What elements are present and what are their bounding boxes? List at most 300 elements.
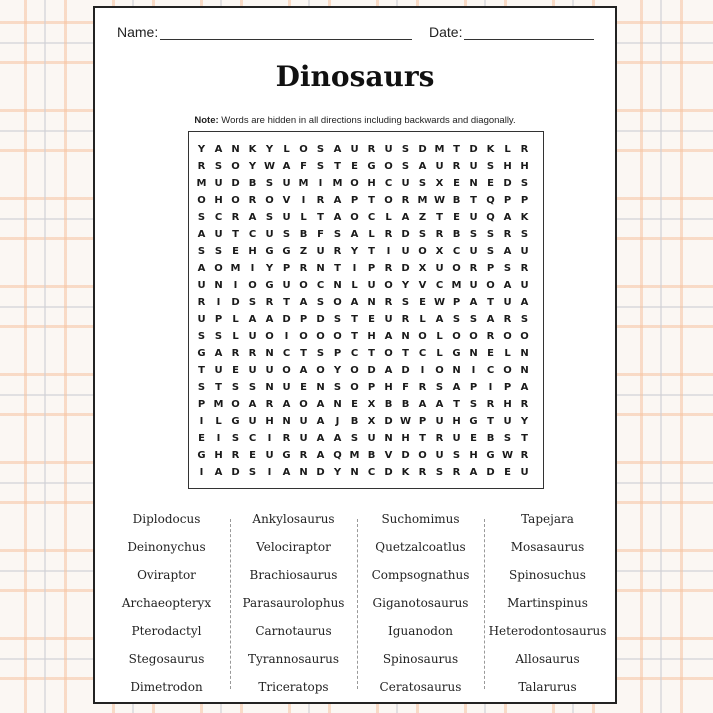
- grid-letter: O: [299, 399, 308, 410]
- grid-letter: U: [299, 416, 308, 427]
- grid-letter: P: [350, 195, 359, 206]
- name-blank-line: [160, 23, 412, 40]
- grid-letter: O: [435, 365, 444, 376]
- grid-letter: A: [333, 433, 342, 444]
- grid-letter: H: [520, 161, 529, 172]
- worksheet-page: [93, 6, 617, 704]
- grid-letter: E: [487, 178, 494, 189]
- column-divider: [357, 519, 358, 689]
- word-item: Triceratops: [258, 680, 329, 694]
- grid-letter: I: [250, 263, 255, 274]
- grid-letter: H: [401, 433, 410, 444]
- grid-letter: O: [469, 331, 478, 342]
- grid-letter: R: [248, 195, 257, 206]
- grid-letter: I: [267, 433, 272, 444]
- grid-letter: M: [196, 178, 207, 189]
- grid-letter: V: [384, 450, 393, 461]
- grid-letter: U: [265, 450, 274, 461]
- grid-letter: S: [197, 382, 206, 393]
- grid-row: [193, 362, 533, 379]
- grid-letter: E: [453, 178, 460, 189]
- grid-letter: Y: [520, 416, 529, 427]
- grid-letter: E: [232, 246, 239, 257]
- grid-letter: N: [367, 297, 376, 308]
- grid-letter: H: [384, 382, 393, 393]
- grid-letter: A: [503, 280, 512, 291]
- name-field: [117, 23, 412, 40]
- grid-letter: I: [352, 263, 357, 274]
- grid-letter: G: [265, 280, 274, 291]
- word-item: Talarurus: [518, 680, 577, 694]
- grid-letter: R: [231, 348, 240, 359]
- grid-letter: W: [263, 161, 276, 172]
- grid-letter: A: [316, 433, 325, 444]
- grid-letter: I: [471, 365, 476, 376]
- grid-letter: U: [367, 433, 376, 444]
- grid-letter: S: [520, 314, 529, 325]
- grid-letter: G: [282, 246, 291, 257]
- grid-letter: U: [214, 178, 223, 189]
- grid-row: [193, 396, 533, 413]
- grid-letter: C: [435, 280, 444, 291]
- grid-letter: S: [401, 161, 410, 172]
- grid-letter: L: [283, 144, 290, 155]
- grid-letter: U: [197, 314, 206, 325]
- word-item: Iguanodon: [388, 624, 453, 638]
- grid-row: [193, 260, 533, 277]
- grid-letter: I: [233, 280, 238, 291]
- grid-letter: U: [214, 229, 223, 240]
- grid-letter: R: [231, 212, 240, 223]
- grid-letter: A: [248, 399, 257, 410]
- grid-letter: E: [368, 314, 375, 325]
- grid-letter: T: [419, 433, 426, 444]
- grid-letter: T: [402, 348, 409, 359]
- grid-letter: N: [214, 280, 223, 291]
- grid-letter: E: [232, 365, 239, 376]
- word-column-4: [484, 505, 611, 701]
- grid-letter: S: [486, 161, 495, 172]
- grid-letter: P: [503, 195, 512, 206]
- instructions-note: [95, 115, 615, 126]
- grid-letter: R: [418, 382, 427, 393]
- grid-letter: T: [317, 212, 324, 223]
- grid-letter: S: [265, 212, 274, 223]
- grid-letter: R: [384, 229, 393, 240]
- grid-letter: A: [197, 263, 206, 274]
- word-column-1: [103, 505, 230, 701]
- grid-letter: O: [282, 365, 291, 376]
- grid-letter: O: [316, 331, 325, 342]
- grid-letter: A: [503, 246, 512, 257]
- grid-letter: N: [452, 365, 461, 376]
- grid-letter: U: [520, 467, 529, 478]
- grid-row: [193, 430, 533, 447]
- grid-letter: G: [367, 161, 376, 172]
- grid-letter: S: [316, 297, 325, 308]
- grid-letter: U: [401, 246, 410, 257]
- grid-letter: A: [316, 399, 325, 410]
- header-row: [117, 23, 593, 45]
- grid-letter: A: [435, 314, 444, 325]
- grid-letter: S: [316, 161, 325, 172]
- grid-letter: P: [367, 382, 376, 393]
- grid-letter: B: [401, 399, 410, 410]
- grid-letter: Y: [350, 246, 359, 257]
- grid-letter: U: [469, 280, 478, 291]
- grid-letter: O: [299, 280, 308, 291]
- grid-letter: U: [248, 416, 257, 427]
- grid-rows: [193, 141, 533, 481]
- grid-letter: S: [452, 314, 461, 325]
- grid-letter: S: [520, 178, 529, 189]
- word-item: Quetzalcoatlus: [375, 540, 466, 554]
- grid-row: [193, 175, 533, 192]
- word-column-2: [230, 505, 357, 701]
- page-title: Dinosaurs: [275, 60, 435, 93]
- grid-letter: U: [367, 280, 376, 291]
- grid-letter: L: [351, 280, 358, 291]
- grid-letter: S: [435, 467, 444, 478]
- grid-letter: T: [436, 212, 443, 223]
- grid-letter: D: [418, 144, 427, 155]
- grid-letter: E: [351, 161, 358, 172]
- grid-letter: T: [351, 331, 358, 342]
- grid-letter: N: [401, 331, 410, 342]
- grid-letter: N: [469, 178, 478, 189]
- grid-letter: P: [503, 382, 512, 393]
- grid-letter: E: [419, 297, 426, 308]
- grid-letter: D: [231, 178, 240, 189]
- grid-letter: M: [213, 399, 224, 410]
- word-item: Mosasaurus: [510, 540, 585, 554]
- grid-letter: O: [350, 212, 359, 223]
- grid-letter: A: [282, 467, 291, 478]
- word-search-grid: [188, 131, 544, 489]
- grid-letter: S: [520, 229, 529, 240]
- grid-letter: X: [435, 178, 444, 189]
- grid-letter: C: [248, 433, 257, 444]
- grid-letter: T: [453, 144, 460, 155]
- grid-letter: S: [486, 246, 495, 257]
- grid-letter: A: [418, 399, 427, 410]
- grid-letter: R: [486, 399, 495, 410]
- grid-letter: A: [503, 212, 512, 223]
- grid-letter: U: [503, 297, 512, 308]
- grid-row: [193, 413, 533, 430]
- word-item: Martinspinus: [507, 596, 588, 610]
- grid-letter: R: [503, 314, 512, 325]
- grid-letter: R: [486, 331, 495, 342]
- grid-letter: N: [265, 382, 274, 393]
- column-divider: [484, 519, 485, 689]
- grid-letter: S: [503, 263, 512, 274]
- grid-letter: O: [418, 246, 427, 257]
- word-item: Tapejara: [521, 512, 574, 526]
- grid-letter: Y: [401, 280, 410, 291]
- grid-letter: U: [299, 433, 308, 444]
- grid-letter: S: [333, 314, 342, 325]
- grid-letter: U: [401, 178, 410, 189]
- grid-row: [193, 141, 533, 158]
- grid-letter: O: [231, 399, 240, 410]
- grid-letter: C: [350, 348, 359, 359]
- grid-letter: S: [231, 382, 240, 393]
- grid-letter: O: [197, 195, 206, 206]
- grid-letter: D: [401, 450, 410, 461]
- grid-letter: C: [452, 246, 461, 257]
- grid-letter: U: [435, 263, 444, 274]
- grid-letter: O: [333, 297, 342, 308]
- grid-letter: I: [318, 178, 323, 189]
- grid-letter: P: [520, 195, 529, 206]
- grid-letter: U: [282, 280, 291, 291]
- grid-letter: M: [298, 178, 309, 189]
- grid-letter: U: [282, 382, 291, 393]
- grid-letter: O: [333, 331, 342, 342]
- grid-letter: I: [216, 433, 221, 444]
- grid-letter: X: [418, 263, 427, 274]
- grid-letter: R: [452, 467, 461, 478]
- word-item: Spinosuchus: [509, 568, 586, 582]
- grid-letter: T: [521, 433, 528, 444]
- grid-letter: N: [333, 280, 342, 291]
- grid-letter: E: [470, 433, 477, 444]
- grid-letter: A: [418, 161, 427, 172]
- grid-letter: M: [417, 195, 428, 206]
- word-item: Pterodactyl: [131, 624, 202, 638]
- grid-letter: M: [451, 280, 462, 291]
- grid-letter: S: [214, 246, 223, 257]
- grid-letter: O: [384, 195, 393, 206]
- grid-letter: T: [470, 195, 477, 206]
- grid-letter: D: [367, 365, 376, 376]
- grid-letter: N: [520, 348, 529, 359]
- grid-letter: T: [453, 399, 460, 410]
- grid-letter: U: [282, 178, 291, 189]
- grid-letter: T: [487, 297, 494, 308]
- grid-letter: R: [384, 263, 393, 274]
- grid-letter: R: [299, 263, 308, 274]
- grid-letter: D: [384, 416, 393, 427]
- grid-letter: S: [265, 178, 274, 189]
- grid-letter: L: [215, 416, 222, 427]
- grid-letter: C: [384, 178, 393, 189]
- grid-letter: U: [469, 246, 478, 257]
- grid-letter: E: [453, 212, 460, 223]
- grid-letter: H: [503, 399, 512, 410]
- grid-letter: A: [333, 195, 342, 206]
- grid-letter: O: [265, 195, 274, 206]
- grid-letter: O: [350, 365, 359, 376]
- grid-letter: G: [265, 246, 274, 257]
- grid-letter: A: [299, 365, 308, 376]
- grid-letter: L: [385, 212, 392, 223]
- grid-letter: A: [469, 297, 478, 308]
- grid-letter: S: [197, 331, 206, 342]
- grid-letter: D: [401, 263, 410, 274]
- grid-letter: U: [384, 144, 393, 155]
- grid-letter: O: [265, 331, 274, 342]
- grid-letter: H: [265, 416, 274, 427]
- grid-letter: S: [469, 314, 478, 325]
- grid-letter: U: [469, 212, 478, 223]
- date-label: Date:: [429, 24, 463, 40]
- grid-letter: D: [231, 297, 240, 308]
- grid-letter: O: [384, 280, 393, 291]
- grid-letter: L: [419, 314, 426, 325]
- grid-letter: T: [368, 246, 375, 257]
- grid-letter: N: [316, 263, 325, 274]
- grid-letter: G: [469, 416, 478, 427]
- grid-letter: S: [418, 229, 427, 240]
- grid-letter: A: [435, 399, 444, 410]
- grid-letter: Y: [333, 365, 342, 376]
- grid-letter: C: [418, 348, 427, 359]
- grid-letter: N: [282, 416, 291, 427]
- grid-letter: A: [248, 212, 257, 223]
- grid-letter: I: [420, 365, 425, 376]
- grid-letter: A: [214, 144, 223, 155]
- grid-letter: P: [367, 263, 376, 274]
- word-item: Tyrannosaurus: [247, 652, 340, 666]
- grid-letter: A: [520, 382, 529, 393]
- grid-letter: O: [231, 195, 240, 206]
- word-item: Heterodontosaurus: [488, 624, 607, 638]
- grid-letter: N: [231, 144, 240, 155]
- grid-letter: R: [435, 229, 444, 240]
- grid-letter: R: [520, 399, 529, 410]
- grid-letter: S: [486, 229, 495, 240]
- grid-letter: O: [503, 331, 512, 342]
- grid-letter: H: [452, 416, 461, 427]
- word-item: Dimetrodon: [130, 680, 203, 694]
- grid-letter: A: [316, 416, 325, 427]
- grid-letter: I: [267, 467, 272, 478]
- word-item: Ceratosaurus: [379, 680, 462, 694]
- grid-letter: R: [299, 450, 308, 461]
- grid-letter: L: [232, 331, 239, 342]
- grid-letter: S: [248, 467, 257, 478]
- grid-letter: Y: [265, 263, 274, 274]
- grid-letter: N: [384, 433, 393, 444]
- grid-letter: S: [401, 144, 410, 155]
- grid-letter: W: [399, 416, 412, 427]
- grid-row: [193, 226, 533, 243]
- grid-letter: C: [367, 467, 376, 478]
- grid-letter: K: [486, 144, 495, 155]
- grid-letter: W: [433, 195, 446, 206]
- grid-letter: R: [197, 297, 206, 308]
- grid-letter: R: [401, 314, 410, 325]
- grid-letter: F: [402, 382, 409, 393]
- grid-letter: U: [469, 161, 478, 172]
- grid-letter: A: [316, 450, 325, 461]
- grid-letter: O: [299, 144, 308, 155]
- grid-letter: T: [368, 195, 375, 206]
- grid-letter: R: [248, 348, 257, 359]
- word-item: Carnotaurus: [255, 624, 332, 638]
- grid-letter: F: [300, 161, 307, 172]
- grid-letter: P: [299, 314, 308, 325]
- grid-letter: T: [368, 348, 375, 359]
- grid-letter: D: [231, 467, 240, 478]
- grid-letter: R: [367, 144, 376, 155]
- grid-letter: R: [401, 195, 410, 206]
- grid-letter: B: [486, 433, 495, 444]
- grid-letter: N: [316, 382, 325, 393]
- grid-letter: P: [333, 348, 342, 359]
- grid-letter: S: [333, 229, 342, 240]
- word-item: Ankylosaurus: [252, 512, 335, 526]
- grid-letter: D: [282, 314, 291, 325]
- grid-letter: I: [284, 331, 289, 342]
- word-item: Spinosaurus: [382, 652, 459, 666]
- grid-letter: N: [469, 348, 478, 359]
- grid-letter: A: [401, 212, 410, 223]
- grid-letter: E: [487, 348, 494, 359]
- grid-letter: U: [282, 212, 291, 223]
- grid-letter: I: [199, 467, 204, 478]
- grid-letter: W: [433, 297, 446, 308]
- grid-letter: R: [282, 433, 291, 444]
- grid-letter: Y: [333, 467, 342, 478]
- grid-letter: G: [197, 450, 206, 461]
- grid-letter: T: [487, 416, 494, 427]
- grid-letter: D: [316, 314, 325, 325]
- word-item: Compsognathus: [371, 568, 470, 582]
- grid-letter: C: [282, 348, 291, 359]
- grid-letter: O: [350, 178, 359, 189]
- grid-letter: S: [214, 331, 223, 342]
- grid-letter: S: [248, 297, 257, 308]
- grid-letter: P: [214, 314, 223, 325]
- grid-row: [193, 311, 533, 328]
- grid-letter: T: [283, 297, 290, 308]
- grid-letter: C: [214, 212, 223, 223]
- grid-letter: D: [469, 144, 478, 155]
- word-item: Brachiosaurus: [249, 568, 338, 582]
- grid-letter: K: [520, 212, 529, 223]
- grid-letter: T: [232, 229, 239, 240]
- grid-letter: D: [401, 365, 410, 376]
- grid-letter: Q: [486, 195, 495, 206]
- grid-letter: U: [248, 365, 257, 376]
- grid-letter: O: [384, 161, 393, 172]
- grid-letter: U: [248, 331, 257, 342]
- grid-letter: D: [401, 229, 410, 240]
- grid-letter: A: [333, 144, 342, 155]
- grid-letter: U: [384, 314, 393, 325]
- grid-row: [193, 158, 533, 175]
- grid-letter: O: [452, 263, 461, 274]
- name-label: Name:: [117, 24, 159, 40]
- grid-letter: U: [316, 246, 325, 257]
- grid-letter: U: [452, 433, 461, 444]
- date-blank-line: [464, 23, 594, 40]
- grid-letter: O: [520, 331, 529, 342]
- grid-letter: A: [197, 229, 206, 240]
- grid-letter: K: [248, 144, 257, 155]
- note-label: Note:: [194, 115, 219, 126]
- grid-letter: S: [197, 212, 206, 223]
- word-item: Archaeopteryx: [121, 596, 212, 610]
- word-column-3: [357, 505, 484, 701]
- word-item: Allosaurus: [515, 652, 580, 666]
- grid-row: [193, 447, 533, 464]
- grid-letter: R: [418, 467, 427, 478]
- grid-letter: A: [350, 297, 359, 308]
